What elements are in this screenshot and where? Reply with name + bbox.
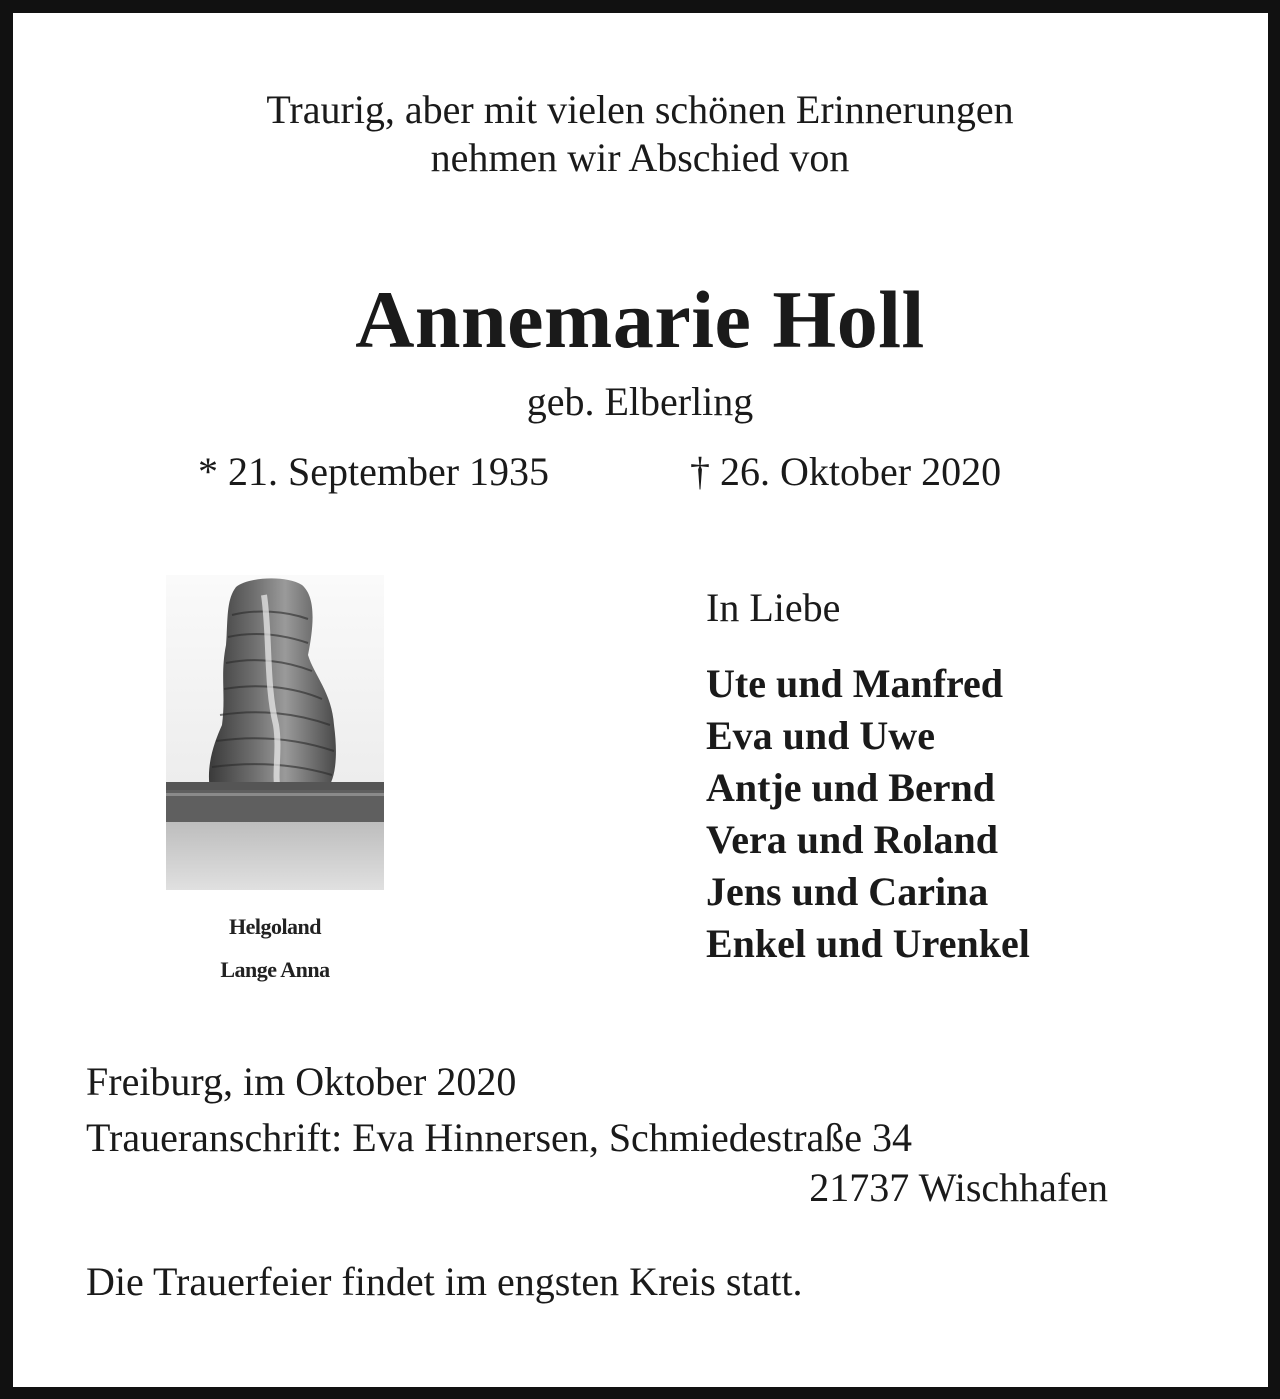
mourning-address-city: 21737 Wischhafen xyxy=(809,1165,1108,1210)
mourner-name: Jens und Carina xyxy=(706,869,989,914)
place-and-date: Freiburg, im Oktober 2020 xyxy=(86,1059,517,1104)
mourners-list xyxy=(706,658,1030,970)
sea-stack-image xyxy=(166,575,384,890)
mourners-heading: In Liebe xyxy=(706,585,841,630)
birth-date: * 21. September 1935 xyxy=(198,449,550,494)
photo-caption-line-2: Lange Anna xyxy=(220,957,330,982)
birth-name: geb. Elberling xyxy=(526,379,754,424)
mourner-name: Enkel und Urenkel xyxy=(706,921,1030,966)
mourner-name: Ute und Manfred xyxy=(706,661,1004,706)
intro-text xyxy=(0,86,1280,182)
mourner-name: Eva und Uwe xyxy=(706,713,935,758)
mourner-name: Vera und Roland xyxy=(706,817,998,862)
mourner-name: Antje und Bernd xyxy=(706,765,995,810)
death-date: † 26. Oktober 2020 xyxy=(690,449,1002,494)
mourning-address: Traueranschrift: Eva Hinnersen, Schmiedestraße 34 xyxy=(86,1115,913,1160)
helgoland-photo xyxy=(166,575,384,890)
deceased-name: Annemarie Holl xyxy=(355,274,925,365)
intro-line-2: nehmen wir Abschied von xyxy=(430,135,850,180)
ceremony-note: Die Trauerfeier findet im engsten Kreis statt. xyxy=(86,1259,803,1304)
intro-line-1: Traurig, aber mit vielen schönen Erinnerungen xyxy=(266,87,1014,132)
photo-caption-line-1: Helgoland xyxy=(228,914,322,939)
